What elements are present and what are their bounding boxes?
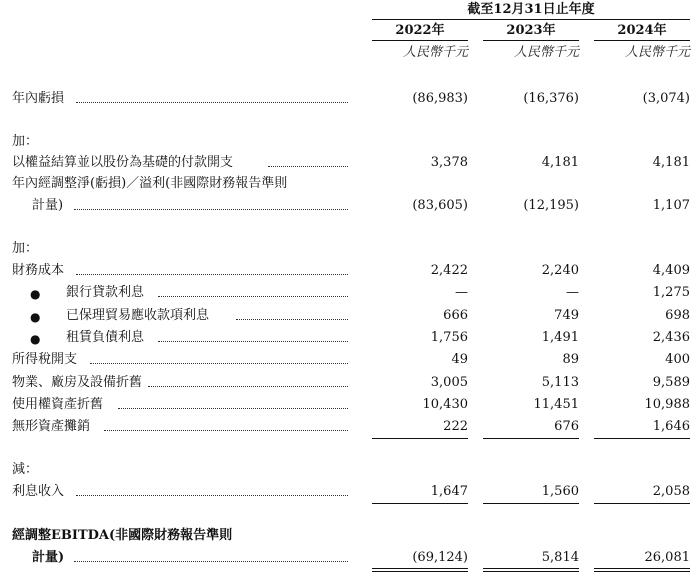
leader-adjusted-net xyxy=(74,209,348,210)
value-adjusted-net-2022: (83,605) xyxy=(412,198,468,213)
total-rule-top-2024 xyxy=(594,568,690,569)
value-interest-income-2022: 1,647 xyxy=(430,484,468,499)
value-intangible-2023: 676 xyxy=(554,419,579,434)
leader-share-based xyxy=(268,166,348,167)
value-bank-2024: 1,275 xyxy=(652,285,690,300)
leader-bank-loan-interest xyxy=(158,296,348,297)
value-ebitda-2022: (69,124) xyxy=(412,550,468,565)
period-header: 截至12月31日止年度 xyxy=(467,2,595,17)
bullet-icon: ● xyxy=(30,310,41,324)
row-label-ebitda-line2: 計量) xyxy=(32,550,65,565)
year-header-2022: 2022年 xyxy=(395,23,445,38)
value-interest-income-2023: 1,560 xyxy=(541,484,579,499)
row-label-ebitda-line1: 經調整EBITDA(非國際財務報告準則 xyxy=(12,528,233,543)
header-top-rule xyxy=(372,19,690,20)
interest-rule-2022 xyxy=(372,503,468,504)
value-ppe-2023: 5,113 xyxy=(541,375,579,390)
leader-loss xyxy=(76,102,348,103)
leader-factored-receivables xyxy=(236,319,348,320)
total-rule-bottom-2022 xyxy=(372,571,468,572)
row-label-loss: 年內虧損 xyxy=(12,91,65,106)
subtotal-rule-2024 xyxy=(594,438,690,439)
year-header-2024: 2024年 xyxy=(617,23,667,38)
row-label-adjusted-net-line1: 年內經調整淨(虧損)／溢利(非國際財務報告準則 xyxy=(12,176,288,191)
subtotal-rule-2023 xyxy=(483,438,579,439)
value-share-2023: 4,181 xyxy=(541,155,579,170)
year-rule-2022 xyxy=(372,40,468,41)
value-lease-2024: 2,436 xyxy=(652,330,690,345)
leader-interest-income xyxy=(76,495,348,496)
value-finance-2024: 4,409 xyxy=(652,263,690,278)
row-label-finance-costs: 財務成本 xyxy=(12,263,65,278)
value-loss-2023: (16,376) xyxy=(523,91,579,106)
value-tax-2023: 89 xyxy=(562,352,579,367)
value-intangible-2022: 222 xyxy=(443,419,468,434)
value-ebitda-2024: 26,081 xyxy=(644,550,690,565)
row-label-share-based: 以權益結算並以股份為基礎的付款開支 xyxy=(12,155,234,170)
bullet-icon: ● xyxy=(30,332,41,346)
value-share-2022: 3,378 xyxy=(430,155,468,170)
value-factored-2022: 666 xyxy=(443,308,468,323)
value-loss-2024: (3,074) xyxy=(642,91,690,106)
value-share-2024: 4,181 xyxy=(652,155,690,170)
value-tax-2022: 49 xyxy=(451,352,468,367)
value-rou-2023: 11,451 xyxy=(533,397,579,412)
value-adjusted-net-2024: 1,107 xyxy=(652,198,690,213)
total-rule-top-2022 xyxy=(372,568,468,569)
row-label-rou-depreciation: 使用權資產折舊 xyxy=(12,397,104,412)
row-label-interest-income: 利息收入 xyxy=(12,484,65,499)
section-add-1: 加： xyxy=(12,134,39,149)
value-tax-2024: 400 xyxy=(665,352,690,367)
value-bank-2022: — xyxy=(455,285,468,300)
value-factored-2024: 698 xyxy=(665,308,690,323)
unit-2024: 人民幣千元 xyxy=(624,45,690,60)
value-ppe-2024: 9,589 xyxy=(652,375,690,390)
value-finance-2023: 2,240 xyxy=(541,263,579,278)
total-rule-bottom-2024 xyxy=(594,571,690,572)
leader-income-tax xyxy=(90,363,348,364)
year-rule-2023 xyxy=(483,40,579,41)
section-add-2: 加： xyxy=(12,241,39,256)
total-rule-bottom-2023 xyxy=(483,571,579,572)
value-rou-2024: 10,988 xyxy=(644,397,690,412)
row-label-ppe-depreciation: 物業、廠房及設備折舊 xyxy=(12,375,143,390)
value-ebitda-2023: 5,814 xyxy=(541,550,579,565)
section-less: 減： xyxy=(12,462,39,477)
row-label-bank-loan-interest: 銀行貸款利息 xyxy=(66,285,145,300)
year-header-2023: 2023年 xyxy=(506,23,556,38)
year-rule-2024 xyxy=(594,40,690,41)
row-label-lease-interest: 租賃負債利息 xyxy=(66,330,145,345)
value-intangible-2024: 1,646 xyxy=(652,419,690,434)
row-label-adjusted-net-line2: 計量) xyxy=(32,198,64,213)
total-rule-top-2023 xyxy=(483,568,579,569)
value-interest-income-2024: 2,058 xyxy=(652,484,690,499)
value-adjusted-net-2023: (12,195) xyxy=(523,198,579,213)
unit-2022: 人民幣千元 xyxy=(402,45,468,60)
interest-rule-2023 xyxy=(483,503,579,504)
bullet-icon: ● xyxy=(30,287,41,301)
leader-ebitda xyxy=(74,561,348,562)
value-ppe-2022: 3,005 xyxy=(430,375,468,390)
value-factored-2023: 749 xyxy=(554,308,579,323)
unit-2023: 人民幣千元 xyxy=(513,45,579,60)
subtotal-rule-2022 xyxy=(372,438,468,439)
value-lease-2022: 1,756 xyxy=(430,330,468,345)
leader-intangible-amortisation xyxy=(104,430,348,431)
leader-lease-interest xyxy=(158,341,348,342)
value-lease-2023: 1,491 xyxy=(541,330,579,345)
row-label-factored-receivables-interest: 已保理貿易應收款項利息 xyxy=(66,308,210,323)
value-rou-2022: 10,430 xyxy=(422,397,468,412)
value-loss-2022: (86,983) xyxy=(412,91,468,106)
row-label-income-tax: 所得稅開支 xyxy=(12,352,78,367)
leader-rou-depreciation xyxy=(118,408,348,409)
value-bank-2023: — xyxy=(566,285,579,300)
interest-rule-2024 xyxy=(594,503,690,504)
row-label-intangible-amortisation: 無形資產攤銷 xyxy=(12,419,91,434)
value-finance-2022: 2,422 xyxy=(430,263,468,278)
leader-finance-costs xyxy=(76,274,348,275)
leader-ppe-depreciation xyxy=(148,386,348,387)
